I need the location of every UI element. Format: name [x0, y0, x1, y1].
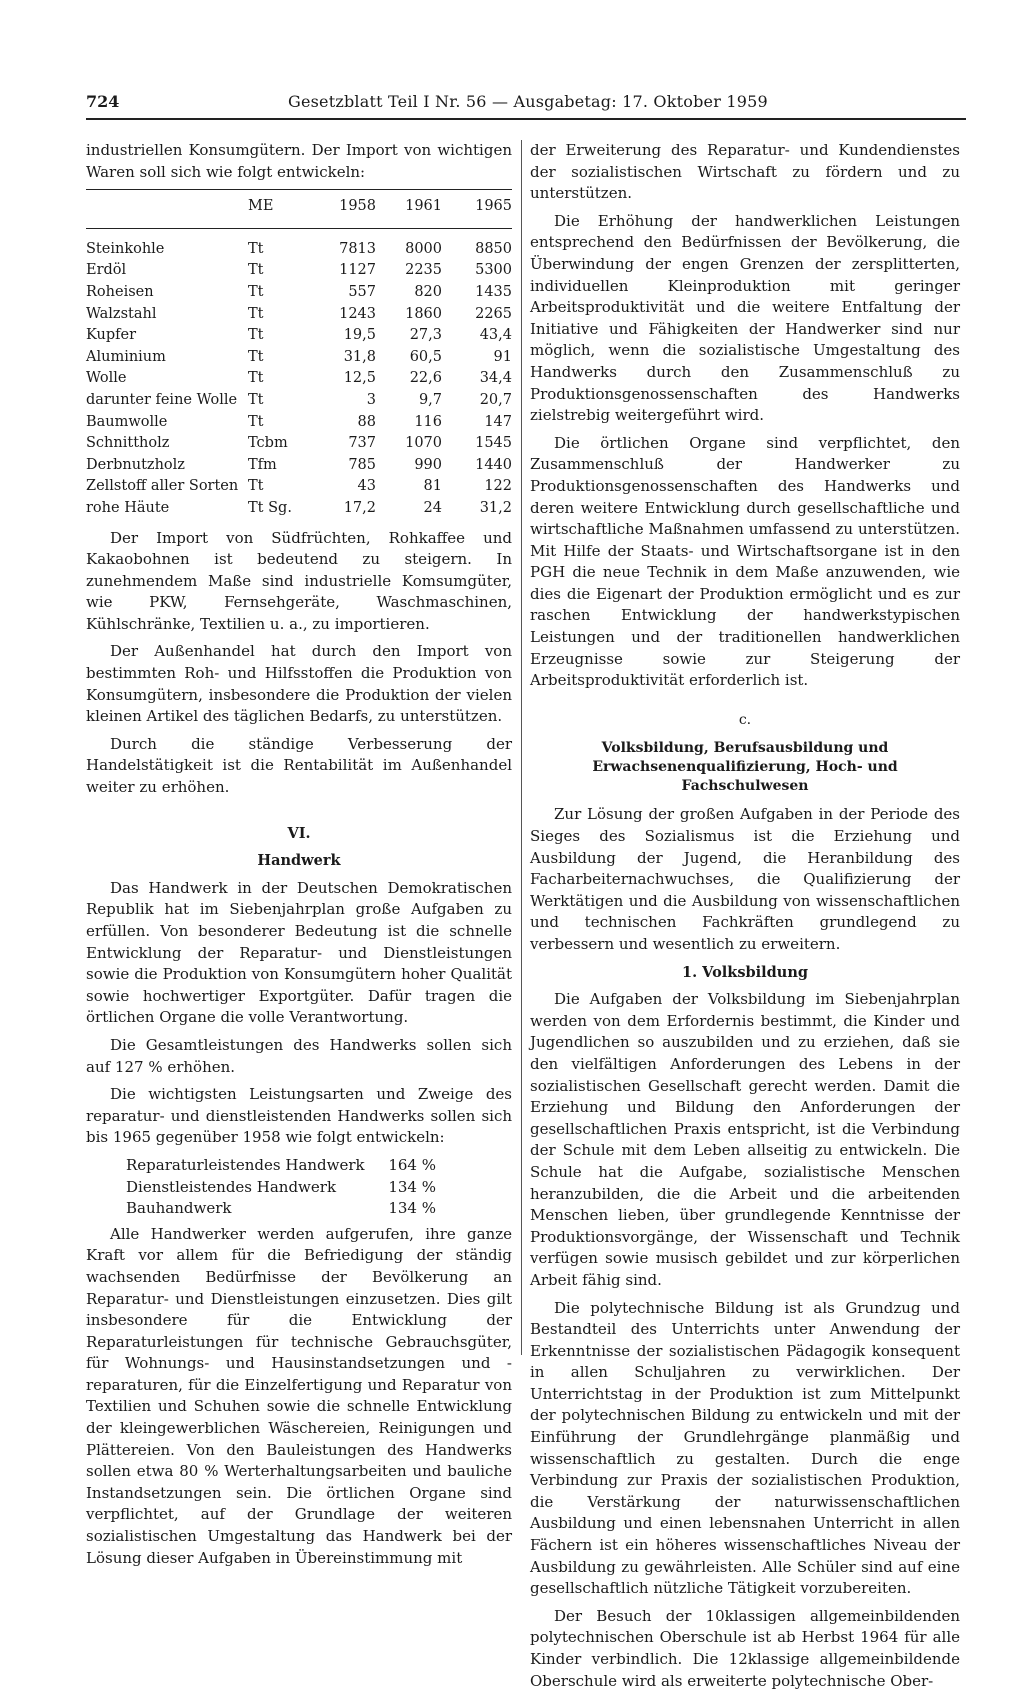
import-table [86, 189, 512, 519]
table-cell: 1127 [339, 262, 376, 279]
table-cell: 43 [357, 478, 376, 495]
table-cell: rohe Häute [86, 499, 170, 516]
table-cell: 3 [366, 391, 376, 408]
paragraph: Der Import von Südfrüchten, Rohkaffee und Kakaobohnen ist bedeutend zu steigern. In zunehmendem Maße sind industrielle Komsumgüter, wie PKW, Fernsehgeräte, Waschmaschinen, Kühlschränke, Textilien u. a., zu importieren. [86, 528, 512, 633]
table-cell: Tt [248, 370, 264, 387]
subsection-title: 1. Volksbildung [681, 963, 808, 981]
table-cell: 737 [348, 435, 376, 452]
table-row [86, 325, 512, 347]
table-cell: 7813 [339, 240, 376, 257]
table-cell: Tt [248, 413, 264, 430]
table-cell: 1545 [475, 435, 512, 452]
table-cell: Tt [248, 240, 264, 257]
section-number: VI. [287, 824, 311, 842]
table-row [86, 476, 512, 498]
table-cell: Tfm [248, 456, 277, 473]
table-cell: 2265 [475, 305, 512, 322]
table-cell: 22,6 [409, 370, 442, 387]
table-cell: 785 [348, 456, 376, 473]
rate-row [126, 1177, 436, 1199]
table-cell: Wolle [86, 370, 127, 387]
table-cell: Tt [248, 348, 264, 365]
page-header [86, 90, 966, 120]
table-row [86, 412, 512, 434]
paragraph: Das Handwerk in der Deutschen Demokratischen Republik hat im Siebenjahrplan große Aufgaben zu erfüllen. Von besonderer Bedeutung ist die schnelle Entwicklung der Reparatur- und Dienstleistungen sowie die Produktion von Konsumgütern hoher Qualität sowie hochwertiger Exportgüter. Dafür tragen die örtlichen Organe die volle Verantwortung. [86, 878, 512, 1027]
table-cell: Tcbm [248, 435, 288, 452]
paragraph: Alle Handwerker werden aufgerufen, ihre ganze Kraft vor allem für die Befriedigung der ständig wachsenden Bedürfnisse der Bevölkerung an Reparatur- und Dienstleistungen einzusetzen. Dies gilt insbesondere für die Entwicklung der Reparaturleistungen für technische Gebrauchsgüter, für Wohnungs- und Hausinstandsetzungen und -reparaturen, für die Einzelfertigung und Reparatur von Textilien und Schuhen sowie die schnelle Entwicklung der kleingewerblichen Wäschereien, Reinigungen und Plättereien. Von den Bauleistungen des Handwerks sollen etwa 80 % Werterhaltungsarbeiten und bauliche Instandsetzungen sein. Die örtlichen Organe sind verpflichtet, auf der Grundlage der weiteren sozialistischen Umgestaltung das Handwerk bei der Lösung dieser Aufgaben in Übereinstimmung mit [86, 1224, 512, 1567]
table-cell: 1860 [405, 305, 442, 322]
table-cell: 557 [348, 283, 376, 300]
right-column [530, 140, 960, 1698]
table-cell: 8000 [405, 240, 442, 257]
column-divider [521, 140, 522, 1355]
rate-value: 164 % [388, 1155, 436, 1174]
table-cell: 31,2 [479, 499, 512, 516]
paragraph: Die polytechnische Bildung ist als Grundzug und Bestandteil des Unterrichts unter Anwendung der Erkenntnisse der sozialistischen Pädagogik konsequent in allen Schuljahren zu verwirklichen. Der Unterrichtstag in der Produktion ist zum Mittelpunkt der polytechnischen Bildung zu entwickeln und mit der Einführung der Grundlehrgänge planmäßig und wissenschaftlich zu gestalten. Durch die enge Verbindung zur Praxis der sozialistischen Produktion, die Verstärkung der naturwissenschaftlichen Ausbildung und einen lebensnahen Unterricht in allen Fächern ist ein höheres wissenschaftliches Niveau der Ausbildung zu gewährleisten. Alle Schüler sind auf eine gesellschaftlich nützliche Tätigkeit vorzubereiten. [530, 1298, 960, 1598]
table-cell: 122 [484, 478, 512, 495]
table-cell: 147 [484, 413, 512, 430]
table-cell: 17,2 [343, 499, 376, 516]
table-cell: 820 [414, 283, 442, 300]
table-cell: 31,8 [343, 348, 376, 365]
table-cell: 88 [357, 413, 376, 430]
table-row [86, 260, 512, 282]
paragraph: Die wichtigsten Leistungsarten und Zweige des reparatur- und dienstleistenden Handwerks sollen sich bis 1965 gegenüber 1958 wie folgt entwickeln: [86, 1085, 512, 1147]
paragraph: Zur Lösung der großen Aufgaben in der Periode des Sieges des Sozialismus ist die Erziehung und Ausbildung der Jugend, die Heranbildung des Facharbeiternachwuchses, die Qualifizierung der Werktätigen und die Ausbildung von wissenschaftlichen und technischen Fachkräften grundlegend zu verbessern und wesentlich zu erweitern. [530, 805, 960, 953]
section-title: Handwerk [257, 852, 341, 870]
table-cell: Tt [248, 262, 264, 279]
table-cell: 12,5 [343, 370, 376, 387]
table-header-row [86, 190, 512, 229]
table-cell: Roheisen [86, 283, 154, 300]
table-cell: 81 [423, 478, 442, 495]
table-row [86, 368, 512, 390]
paragraph: Die Gesamtleistungen des Handwerks sollen sich auf 127 % erhöhen. [86, 1035, 512, 1076]
table-cell: 9,7 [418, 391, 442, 408]
table-cell: Baumwolle [86, 413, 168, 430]
table-cell: 1243 [339, 305, 376, 322]
table-cell: 20,7 [479, 391, 512, 408]
table-row [86, 498, 512, 520]
table-header-cell: 1958 [310, 190, 376, 229]
section-mark: c. [738, 711, 752, 728]
table-row [86, 304, 512, 326]
rates-body [126, 1155, 436, 1220]
table-cell: Tt [248, 391, 264, 408]
header-title: Gesetzblatt Teil I Nr. 56 — Ausgabetag: 17. Oktober 1959 [288, 92, 768, 111]
paragraph: Die örtlichen Organe sind verpflichtet, den Zusammenschluß der Handwerker zu Produktionsgenossenschaften des Handwerks und deren weitere Entwicklung durch gesellschaftliche und wirtschaftliche Maßnahmen umfassend zu unterstützen. Mit Hilfe der Staats- und Wirtschaftsorgane ist in den PGH die neue Technik in dem Maße anzuwenden, wie dies die Eigenart der Produktion ermöglicht und es zur raschen Entwicklung der handwerkstypischen Leistungen und der traditionellen handwerklichen Erzeugnisse sowie zur Steigerung der Arbeitsproduktivität erforderlich ist. [530, 433, 960, 690]
rate-label: Reparaturleistendes Handwerk [126, 1155, 365, 1174]
paragraph: Die Erhöhung der handwerklichen Leistungen entsprechend den Bedürfnissen der Bevölkerung, die Überwindung der engen Grenzen der zersplitterten, individuellen Kleinproduktion mit geringer Arbeitsproduktivität und die weitere Entfaltung der Initiative und Fähigkeiten der Handwerker sind nur möglich, wenn die sozialistische Umgestaltung des Handwerks durch den Zusammenschluß zu Produktionsgenossenschaften des Handwerks zielstrebig weitergeführt wird. [530, 211, 960, 425]
table-cell: Tt [248, 305, 264, 322]
table-header-cell: ME [244, 190, 310, 229]
rate-label: Bauhandwerk [126, 1199, 232, 1218]
table-cell: Kupfer [86, 327, 137, 344]
table-cell: 2235 [405, 262, 442, 279]
table-cell: 5300 [475, 262, 512, 279]
table-body [86, 228, 512, 519]
table-header-cell: 1961 [376, 190, 442, 229]
rate-value: 134 % [388, 1199, 436, 1218]
table-row [86, 347, 512, 369]
table-cell: Tt [248, 478, 264, 495]
table-cell: 8850 [475, 240, 512, 257]
rate-row [126, 1198, 436, 1220]
table-row [86, 433, 512, 455]
section-title: Volksbildung, Berufsausbildung und Erwachsenenqualifizierung, Hoch- und Fachschulwesen [592, 740, 898, 795]
table-cell: Zellstoff aller Sorten [86, 478, 239, 495]
paragraph: der Erweiterung des Reparatur- und Kundendienstes der sozialistischen Wirtschaft zu fördern und zu unterstützen. [530, 141, 960, 203]
rate-row [126, 1155, 436, 1177]
table-header-cell: 1965 [442, 190, 512, 229]
table-row [86, 455, 512, 477]
table-cell: Erdöl [86, 262, 127, 279]
table-cell: Aluminium [86, 348, 166, 365]
table-cell: Schnittholz [86, 435, 170, 452]
rates-table [126, 1155, 436, 1220]
table-cell: Walzstahl [86, 305, 157, 322]
table-cell: 116 [414, 413, 442, 430]
table-cell: 43,4 [479, 327, 512, 344]
table-cell: Tt [248, 327, 264, 344]
rate-value: 134 % [388, 1177, 436, 1196]
paragraph: Die Aufgaben der Volksbildung im Siebenjahrplan werden von dem Erfordernis bestimmt, die Kinder und Jugendlichen so auszubilden und zu erziehen, daß sie den vielfältigen Anforderungen des Lebens in der sozialistischen Gesellschaft gerecht werden. Damit die Erziehung und Bildung den Anforderungen der gesellschaftlichen Praxis entspricht, ist die Verbindung der Schule mit dem Leben allseitig zu entwickeln. Die Schule hat die Aufgabe, sozialistische Menschen heranzubilden, die die Arbeit und die arbeitenden Menschen lieben, über grundlegende Kenntnisse der Produktionsvorgänge, der Wissenschaft und Technik verfügen sowie musisch gebildet und zur körperlichen Arbeit fähig sind. [530, 990, 960, 1289]
table-cell: 1070 [405, 435, 442, 452]
page-number: 724 [86, 92, 120, 111]
left-column [86, 140, 512, 1575]
table-cell: 1440 [475, 456, 512, 473]
table-row [86, 282, 512, 304]
paragraph: Durch die ständige Verbesserung der Handelstätigkeit ist die Rentabilität im Außenhandel weiter zu erhöhen. [86, 734, 512, 797]
table-row [86, 390, 512, 412]
paragraph: Der Außenhandel hat durch den Import von bestimmten Roh- und Hilfsstoffen die Produktion von Konsumgütern, insbesondere die Produktion der vielen kleinen Artikel des täglichen Bedarfs, zu unterstützen. [86, 642, 512, 726]
table-cell: 34,4 [479, 370, 512, 387]
table-header-cell [86, 190, 244, 229]
table-cell: 27,3 [409, 327, 442, 344]
table-cell: 990 [414, 456, 442, 473]
table-row [86, 228, 512, 260]
paragraph: industriellen Konsumgütern. Der Import von wichtigen Waren soll sich wie folgt entwickeln: [86, 141, 512, 181]
paragraph: Der Besuch der 10klassigen allgemeinbildenden polytechnischen Oberschule ist ab Herbst 1964 für alle Kinder verbindlich. Die 12klassige allgemeinbildende Oberschule wird als erweiterte polytechnische Ober- [530, 1606, 960, 1690]
rate-label: Dienstleistendes Handwerk [126, 1177, 337, 1196]
table-cell: darunter feine Wolle [86, 391, 238, 408]
table-cell: 24 [423, 499, 442, 516]
table-cell: Derbnutzholz [86, 456, 185, 473]
table-cell: Steinkohle [86, 240, 165, 257]
table-cell: 19,5 [343, 327, 376, 344]
table-cell: Tt [248, 283, 264, 300]
table-cell: 91 [493, 348, 512, 365]
table-cell: 1435 [475, 283, 512, 300]
table-cell: Tt Sg. [248, 499, 292, 516]
table-cell: 60,5 [409, 348, 442, 365]
